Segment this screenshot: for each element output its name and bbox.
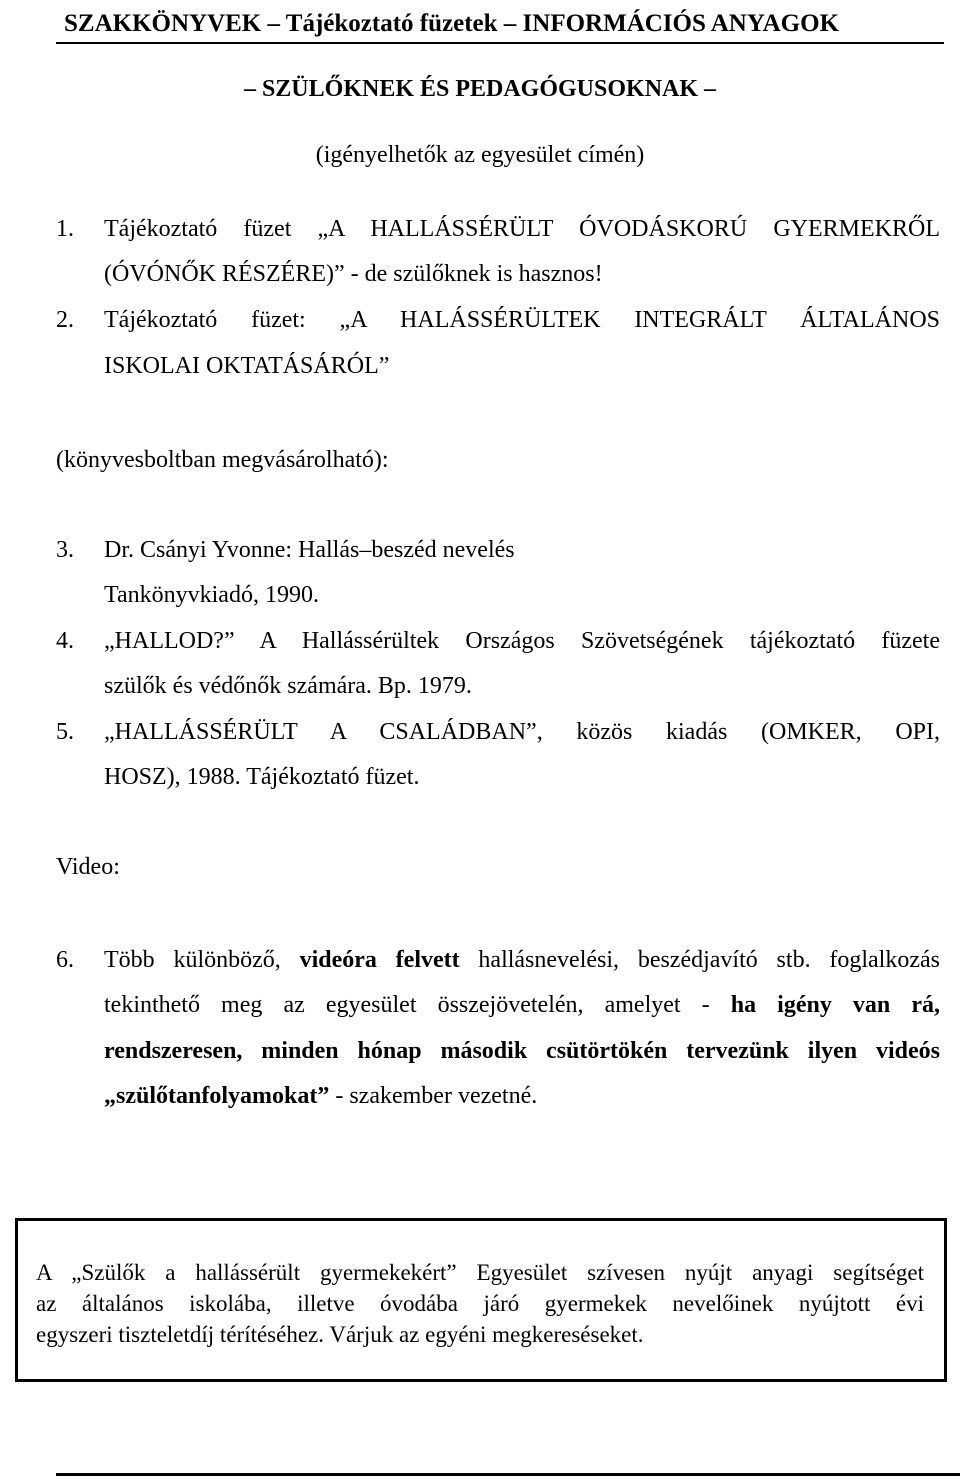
item-text: Tájékoztató füzet „A HALLÁSSÉRÜLT ÓVODÁSKORÚ GYERMEKRŐL xyxy=(104,216,940,242)
item-number: 3. xyxy=(56,537,74,563)
availability-note: (igényelhetők az egyesület címén) xyxy=(315,142,645,168)
text-run: tekinthető meg az egyesület összejövetelén, amelyet - xyxy=(104,992,731,1018)
item6-line1 xyxy=(104,945,940,975)
text-run: Több különböző, xyxy=(104,947,300,973)
item-text: „HALLOD?” A Hallássérültek Országos Szövetségének tájékoztató füzete xyxy=(104,628,940,654)
item-text: ISKOLAI OKTATÁSÁRÓL” xyxy=(104,353,390,379)
text-run: hallásnevelési, beszédjavító stb. foglalkozás xyxy=(459,947,940,973)
info-box-line: egyszeri tiszteletdíj térítéséhez. Várjuk az egyéni megkereséseket. xyxy=(36,1322,644,1347)
item-text: szülők és védőnők számára. Bp. 1979. xyxy=(104,673,472,699)
header-rule xyxy=(56,42,944,44)
item-text: Tájékoztató füzet: „A HALÁSSÉRÜLTEK INTEGRÁLT ÁLTALÁNOS xyxy=(104,307,940,333)
item-text: „HALLÁSSÉRÜLT A CSALÁDBAN”, közös kiadás (OMKER, OPI, xyxy=(104,719,940,745)
bookstore-label: (könyvesboltban megvásárolható): xyxy=(56,447,389,473)
info-box-line: A „Szülők a hallássérült gyermekekért” Egyesület szívesen nyújt anyagi segítséget xyxy=(36,1260,924,1285)
item6-line3: rendszeresen, minden hónap második csütörtökén tervezünk ilyen videós xyxy=(104,1038,940,1064)
item6-line4 xyxy=(104,1081,940,1111)
item-text: Tankönyvkiadó, 1990. xyxy=(104,582,319,608)
section-subtitle: – SZÜLŐKNEK ÉS PEDAGÓGUSOKNAK – xyxy=(243,76,717,102)
item-number: 2. xyxy=(56,307,74,333)
text-run: - szakember vezetné. xyxy=(329,1083,538,1109)
item-number: 1. xyxy=(56,216,74,242)
info-box xyxy=(15,1218,947,1382)
item-text: HOSZ), 1988. Tájékoztató füzet. xyxy=(104,764,420,790)
info-box-line: az általános iskolába, illetve óvodába járó gyermekek nevelőinek nyújtott évi xyxy=(36,1291,924,1316)
text-run-bold: „szülőtanfolyamokat” xyxy=(104,1083,330,1109)
item-text: (ÓVÓNŐK RÉSZÉRE)” - de szülőknek is hasznos! xyxy=(104,261,603,287)
video-label: Video: xyxy=(56,854,120,880)
item-number: 6. xyxy=(56,947,74,973)
item-number: 5. xyxy=(56,719,74,745)
item6-line2 xyxy=(104,990,940,1020)
page-header: SZAKKÖNYVEK – Tájékoztató füzetek – INFORMÁCIÓS ANYAGOK xyxy=(64,10,840,37)
text-run-bold: ha igény van rá, xyxy=(730,992,941,1018)
text-run-bold: videóra felvett xyxy=(299,947,460,973)
footer-rule xyxy=(56,1473,960,1476)
item-text: Dr. Csányi Yvonne: Hallás–beszéd nevelés xyxy=(104,537,515,563)
item-number: 4. xyxy=(56,628,74,654)
